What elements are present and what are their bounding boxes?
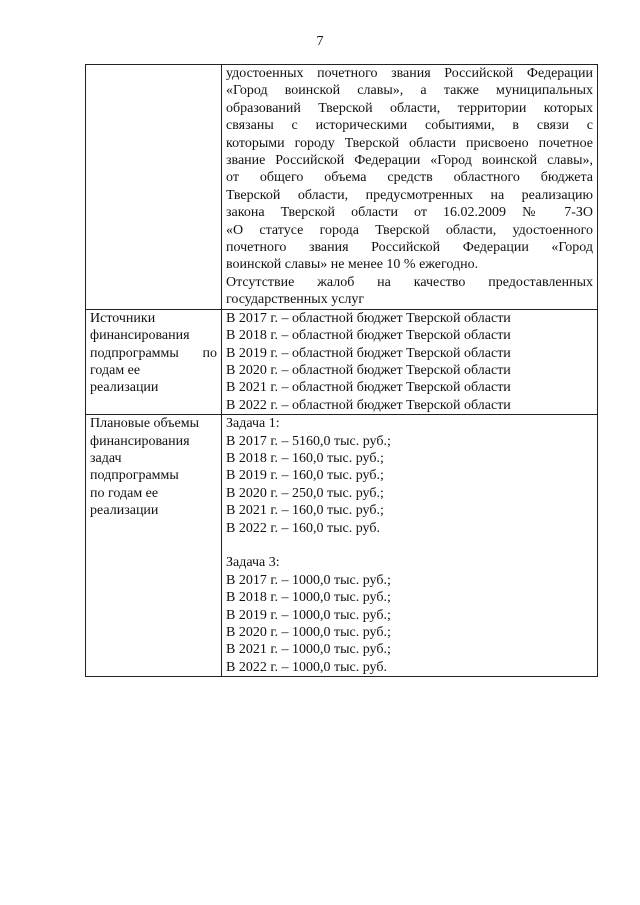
table-row-indicators-continued: [86, 65, 598, 310]
list-item: В 2018 г. – 1000,0 тыс. руб.;: [226, 590, 391, 606]
paragraph-line: «Город воинской славы», а также муниципальных: [226, 83, 593, 99]
paragraph-line: закона Тверской области от 16.02.2009 № 7-ЗО: [226, 205, 593, 221]
paragraph-line: почетного звания Российской Федерации «Город: [226, 240, 593, 256]
label-line: финансирования: [90, 328, 190, 344]
paragraph-line: воинской славы» не менее 10 % ежегодно.: [226, 257, 479, 273]
paragraph-line: удостоенных почетного звания Российской Федерации: [226, 66, 593, 81]
spacer: [226, 537, 593, 554]
list-item: В 2017 г. – областной бюджет Тверской области: [226, 310, 511, 326]
label-line: годам ее: [90, 362, 141, 378]
page-number: 7: [316, 34, 324, 49]
row1-content-cell: [222, 65, 598, 310]
funding-sources-list: [222, 309, 598, 414]
list-item: В 2019 г. – областной бюджет Тверской области: [226, 345, 511, 361]
paragraph-line: Тверской области, предусмотренных на реализацию: [226, 187, 593, 203]
label-line: Плановые объемы: [90, 416, 200, 432]
list-item: В 2022 г. – 1000,0 тыс. руб.: [226, 659, 387, 675]
table-row-planned-funding: [86, 415, 598, 677]
list-item: В 2022 г. – 160,0 тыс. руб.: [226, 520, 380, 536]
list-item: В 2017 г. – 5160,0 тыс. руб.;: [226, 433, 391, 449]
list-item: В 2017 г. – 1000,0 тыс. руб.;: [226, 572, 391, 588]
label-line: задач: [90, 450, 122, 466]
paragraph-line: звание Российской Федерации «Город воинской славы»,: [226, 153, 593, 169]
paragraph-line: «О статусе города Тверской области, удостоенного: [226, 222, 593, 238]
list-item: В 2021 г. – 160,0 тыс. руб.;: [226, 503, 384, 519]
program-passport-table: [85, 64, 598, 677]
list-item: В 2020 г. – областной бюджет Тверской области: [226, 362, 511, 378]
label-line: реализации: [90, 380, 159, 396]
paragraph-line: Отсутствие жалоб на качество предоставленных: [226, 274, 593, 290]
label-line: финансирования: [90, 433, 190, 449]
paragraph-line: от общего объема средств областного бюджета: [226, 170, 593, 186]
paragraph-line: которыми городу Тверской области присвоено почетное: [226, 135, 593, 151]
row1-label-cell: [86, 65, 222, 310]
label-line: Источники: [90, 310, 156, 326]
list-item: В 2019 г. – 1000,0 тыс. руб.;: [226, 607, 391, 623]
label-line: подпрограммы по: [90, 345, 217, 361]
indicator-paragraph: [226, 65, 593, 274]
label-line: реализации: [90, 503, 159, 519]
complaints-paragraph: [226, 274, 593, 309]
list-item: В 2019 г. – 160,0 тыс. руб.;: [226, 468, 384, 484]
list-item: В 2018 г. – областной бюджет Тверской области: [226, 328, 511, 344]
task-3-title: Задача 3:: [226, 555, 280, 571]
paragraph-line: государственных услуг: [226, 292, 365, 308]
table-row-funding-sources: [86, 309, 598, 414]
list-item: В 2020 г. – 1000,0 тыс. руб.;: [226, 624, 391, 640]
funding-sources-label: [86, 309, 222, 414]
planned-funding-label: [86, 415, 222, 677]
list-item: В 2021 г. – 1000,0 тыс. руб.;: [226, 642, 391, 658]
label-line: подпрограммы: [90, 468, 179, 484]
planned-funding-list: [222, 415, 598, 677]
paragraph-line: связаны с историческими событиями, в связи с: [226, 118, 593, 134]
label-line: по годам ее: [90, 485, 159, 501]
list-item: В 2018 г. – 160,0 тыс. руб.;: [226, 450, 384, 466]
task-1-title: Задача 1:: [226, 416, 280, 432]
list-item: В 2021 г. – областной бюджет Тверской области: [226, 380, 511, 396]
list-item: В 2020 г. – 250,0 тыс. руб.;: [226, 485, 384, 501]
paragraph-line: образований Тверской области, территории которых: [226, 100, 593, 116]
list-item: В 2022 г. – областной бюджет Тверской области: [226, 397, 511, 413]
